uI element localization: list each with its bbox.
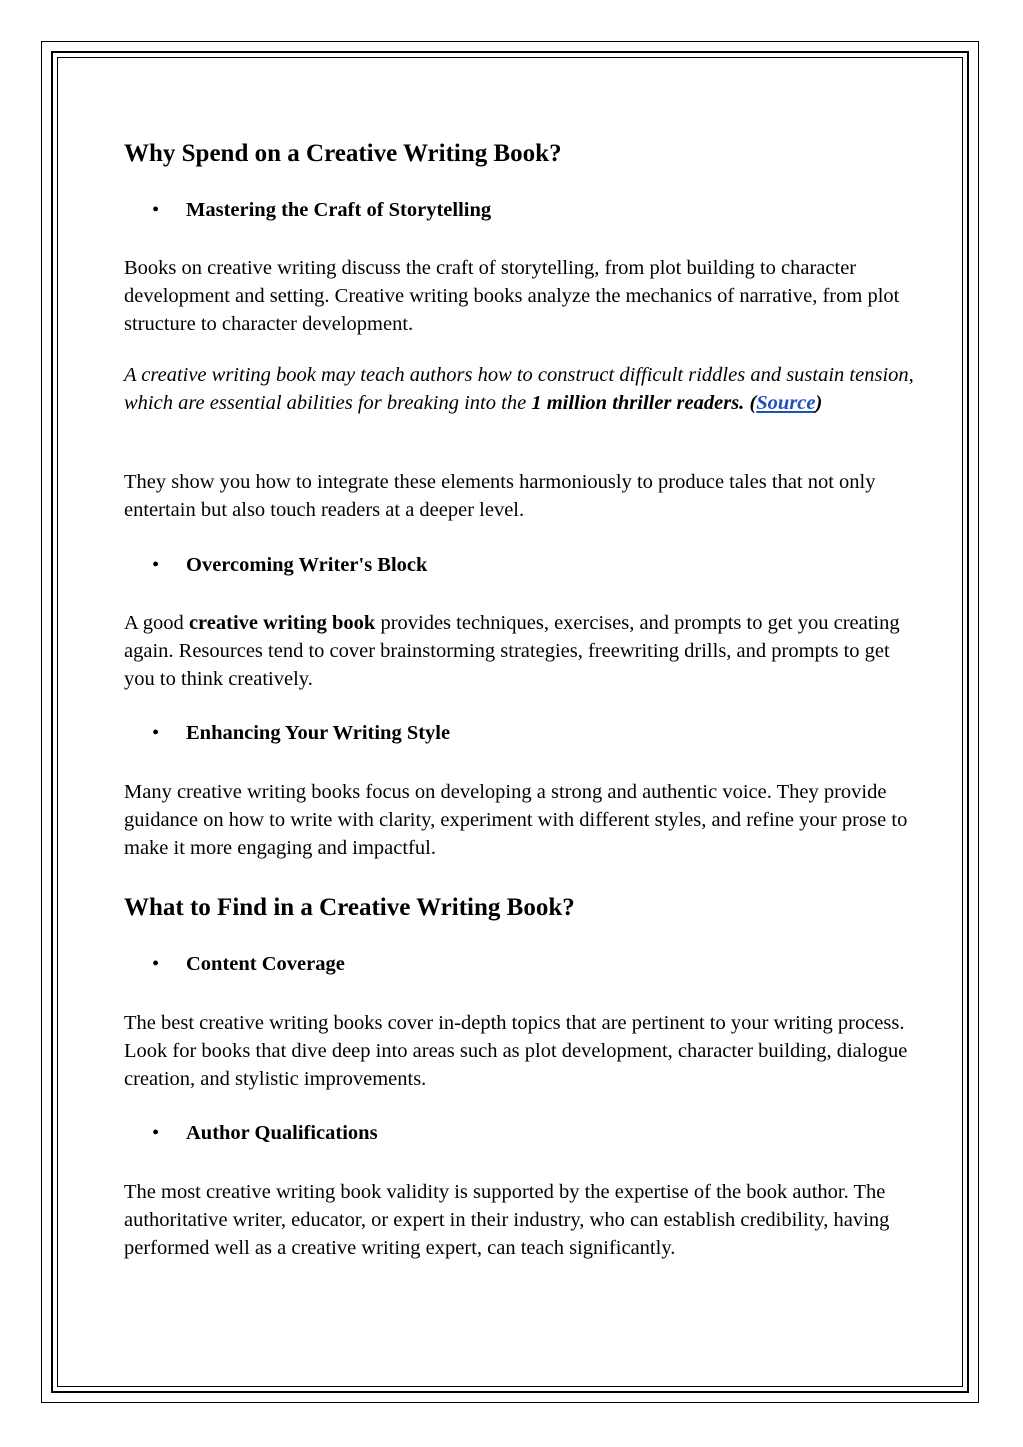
- quote-bold-text: 1 million thriller readers.: [531, 392, 745, 414]
- bullet-label: Content Coverage: [186, 953, 345, 975]
- quote-open-paren: (: [744, 392, 757, 414]
- bullet-label: Mastering the Craft of Storytelling: [186, 199, 492, 221]
- section-heading-what-to-find: What to Find in a Creative Writing Book?: [124, 894, 575, 921]
- paragraph-writers-block: [124, 609, 914, 693]
- source-link[interactable]: Source: [756, 392, 816, 414]
- bullet-label: Enhancing Your Writing Style: [186, 722, 451, 744]
- bullet-dot: •: [152, 953, 160, 975]
- paragraph-craft-of-storytelling: Books on creative writing discuss the craft of storytelling, from plot building to character development and setting. Creative writing books analyze the mechanics of narrative, from plot structure to character development.: [124, 257, 900, 335]
- paragraph-thriller-quote: [124, 361, 914, 417]
- bullet-dot: •: [152, 1122, 160, 1144]
- paragraph-text: provides techniques, exercises, and prompts to get you creating again. Resources tend to cover brainstorming strategies, freewriting drills, and prompts to get you to think creatively.: [124, 612, 900, 690]
- bullet-dot: •: [152, 199, 160, 221]
- bullet-label: Author Qualifications: [186, 1122, 378, 1144]
- paragraph-content-coverage: The best creative writing books cover in-depth topics that are pertinent to your writing process. Look for books that dive deep into areas such as plot development, character building, dialogue creation, and stylistic improvements.: [124, 1012, 908, 1090]
- quote-text: A creative writing book may teach authors how to construct difficult riddles and sustain tension, which are essential abilities for breaking into the: [124, 364, 914, 414]
- paragraph-writing-style: Many creative writing books focus on developing a strong and authentic voice. They provide guidance on how to write with clarity, experiment with different styles, and refine your prose to make it more engaging and impactful.: [124, 781, 908, 859]
- section-heading-why-spend: Why Spend on a Creative Writing Book?: [124, 140, 562, 167]
- paragraph-integrate-elements: They show you how to integrate these elements harmoniously to produce tales that not only entertain but also touch readers at a deeper level.: [124, 471, 876, 521]
- paragraph-author-qualifications: The most creative writing book validity is supported by the expertise of the book author. The authoritative writer, educator, or expert in their industry, who can establish credibility, having performed well as a creative writing expert, can teach significantly.: [124, 1181, 890, 1259]
- bullet-dot: •: [152, 554, 160, 576]
- bullet-dot: •: [152, 722, 160, 744]
- paragraph-bold-text: creative writing book: [188, 612, 376, 634]
- bullet-label: Overcoming Writer's Block: [186, 554, 428, 576]
- paragraph-text: A good: [124, 612, 189, 634]
- quote-close-paren: ): [815, 392, 823, 414]
